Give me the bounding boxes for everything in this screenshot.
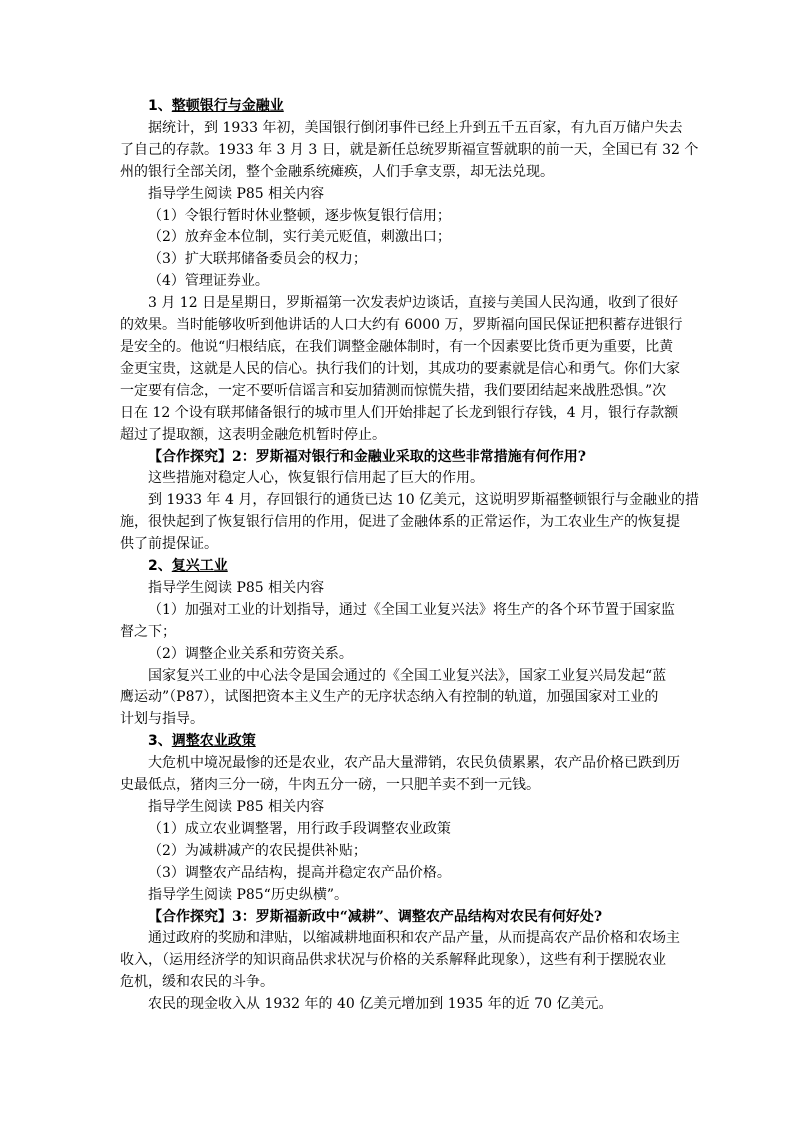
section-1-para-2-line-4: 金更宝贵，这就是人民的信心。执行我们的计划，其成功的要素就是信心和勇气。你们大家 [120, 360, 680, 377]
section-3-heading [120, 731, 680, 753]
section-1-item-4: （4）管理证券业。 [148, 273, 269, 290]
answer-3-line-2: 收入，（运用经济学的知识商品供求状况与价格的关系解释此现象），这些有利于摆脱农业 [120, 952, 666, 969]
section-1-heading [120, 96, 680, 118]
coop-question-3-text: 3：罗斯福新政中“减耕”、调整农产品结构对农民有何好处? [232, 908, 603, 925]
section-2-number: 2、 [148, 558, 172, 575]
answer-3-line-3: 危机，缓和农民的斗争。 [120, 974, 274, 991]
document-page [120, 96, 700, 1016]
section-1-para-1-line-3: 州的银行全部关闭，整个金融系统瘫痪，人们手拿支票，却无法兑现。 [120, 163, 554, 180]
answer-3b-line-1: 农民的现金收入从 1932 年的 40 亿美元增加到 1935 年的近 70 亿美元。 [148, 996, 613, 1013]
section-3-number: 3、 [148, 733, 172, 750]
section-1-para-2-line-1: 3 月 12 日是星期日，罗斯福第一次发表炉边谈话，直接与美国人民沟通，收到了很好 [148, 295, 679, 312]
section-1-item-1: （1）令银行暂时休业整顿，逐步恢复银行信用； [148, 207, 451, 224]
section-1-para-2-line-3: 是安全的。他说“归根结底，在我们调整金融体制时，有一个因素要比货币更为重要，比黄 [120, 338, 674, 355]
section-3-item-3: （3）调整农产品结构，提高并稳定农产品价格。 [148, 864, 451, 881]
section-2-title: 复兴工业 [171, 558, 228, 575]
answer-2b-line-1: 到 1933 年 4 月，存回银行的通货已达 10 亿美元，这说明罗斯福整顿银行与金融业的措 [148, 492, 700, 509]
section-2-item-1-line-2: 督之下； [120, 623, 176, 640]
section-2-item-1-line-1: （1）加强对工业的计划指导，通过《全国工业复兴法》将生产的各个环节置于国家监 [148, 601, 675, 618]
section-2-heading [120, 556, 680, 578]
section-2-para-line-3: 计划与指导。 [120, 711, 204, 728]
answer-2-line-1: 这些措施对稳定人心，恢复银行信用起了巨大的作用。 [148, 470, 484, 487]
section-3-para-1-line-2: 史最低点，猪肉三分一磅，牛肉五分一磅，一只肥羊卖不到一元钱。 [120, 777, 540, 794]
coop-tag: 【合作探究】 [148, 908, 232, 925]
coop-question-2-text: 2：罗斯福对银行和金融业采取的这些非常措施有何作用? [232, 448, 586, 465]
section-2-guide: 指导学生阅读 P85 相关内容 [148, 579, 325, 596]
answer-2b-line-2: 施，很快起到了恢复银行信用的作用，促进了金融体系的正常运作，为工农业生产的恢复提 [120, 514, 680, 531]
section-3-title: 调整农业政策 [171, 733, 256, 750]
section-1-item-3: （3）扩大联邦储备委员会的权力； [148, 251, 367, 268]
section-2-item-2: （2）调整企业关系和劳资关系。 [148, 645, 353, 662]
section-2-para-line-1: 国家复兴工业的中心法令是国会通过的《全国工业复兴法》，国家工业复兴局发起“蓝 [148, 667, 667, 684]
section-3-guide-2: 指导学生阅读 P85“历史纵横”。 [148, 886, 348, 903]
coop-question-3 [120, 907, 680, 929]
section-3-guide: 指导学生阅读 P85 相关内容 [148, 799, 325, 815]
section-1-para-2-line-7: 超过了提取额，这表明金融危机暂时停止。 [120, 426, 386, 443]
section-3-item-1: （1）成立农业调整署，用行政手段调整农业政策 [148, 820, 451, 837]
coop-question-2 [120, 447, 680, 469]
answer-2b-line-3: 供了前提保证。 [120, 536, 218, 553]
section-3-para-1-line-1: 大危机中境况最惨的还是农业，农产品大量滞销，农民负债累累，农产品价格已跌到历 [148, 755, 680, 772]
section-1-para-2-line-5: 一定要有信念，一定不要听信谣言和妄加猜测而惊慌失措，我们要团结起来战胜恐惧。”次 [120, 382, 667, 399]
section-2-para-line-2: 鹰运动”（P87），试图把资本主义生产的无序状态纳入有控制的轨道，加强国家对工业的 [120, 689, 659, 706]
section-3-item-2: （2）为减耕减产的农民提供补贴； [148, 842, 367, 859]
section-1-number: 1、 [148, 98, 172, 114]
coop-tag: 【合作探究】 [148, 448, 232, 465]
section-1-para-2-line-2: 的效果。当时能够收听到他讲话的人口大约有 6000 万，罗斯福向国民保证把积蓄存进银行 [120, 317, 683, 334]
section-1-guide: 指导学生阅读 P85 相关内容 [148, 185, 325, 202]
section-1-title: 整顿银行与金融业 [171, 98, 284, 114]
section-1-item-2: （2）放弃金本位制，实行美元贬值，刺激出口； [148, 229, 451, 246]
section-1-para-2-line-6: 日在 12 个设有联邦储备银行的城市里人们开始排起了长龙到银行存钱，4 月，银行存款额 [120, 404, 679, 421]
section-1-para-1-line-1: 据统计，到 1933 年初，美国银行倒闭事件已经上升到五千五百家，有九百万储户失去 [148, 119, 683, 136]
answer-3-line-1: 通过政府的奖励和津贴，以缩减耕地面积和农产品产量，从而提高农产品价格和农场主 [148, 930, 680, 947]
section-1-para-1-line-2: 了自己的存款。1933 年 3 月 3 日，就是新任总统罗斯福宣誓就职的前一天，全国已有 32 个 [120, 141, 699, 158]
